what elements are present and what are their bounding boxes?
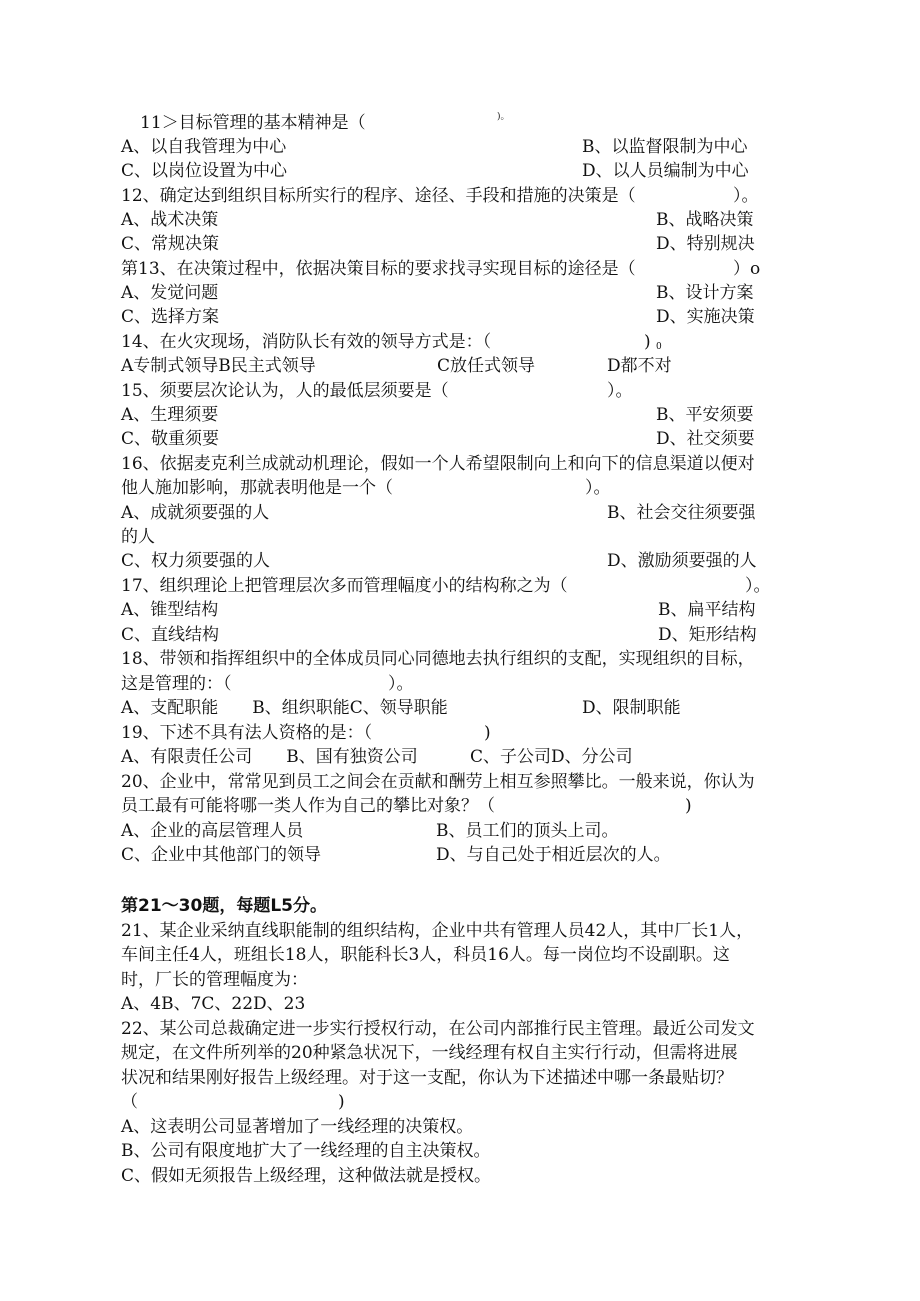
q13-option-d: D、实施决策	[656, 307, 755, 327]
q17-stem: 17、组织理论上把管理层次多而管理幅度小的结构称之为（	[121, 576, 568, 596]
q19-stem: 19、下述不具有法人资格的是：（	[121, 723, 373, 743]
q12-end: ）。	[733, 186, 759, 206]
q11-option-c: C、以岗位设置为中心	[121, 161, 288, 181]
q11-option-b: B、以监督限制为中心	[582, 137, 748, 157]
q13-option-c: C、选择方案	[121, 307, 220, 327]
q18-stem-line1: 18、带领和指挥组织中的全体成员同心同德地去执行组织的支配，实现组织的目标，	[121, 649, 755, 669]
q17-option-b: B、扁平结构	[658, 600, 756, 620]
q20-option-d: D、与自己处于相近层次的人。	[436, 845, 671, 865]
q14-option-ab: A专制式领导B民主式领导	[121, 356, 316, 376]
q20-end: )	[685, 796, 692, 816]
q15-option-d: D、社交须要	[656, 429, 755, 449]
q17-option-d: D、矩形结构	[658, 625, 757, 645]
q14-option-d: D都不对	[607, 356, 672, 376]
q20-option-b: B、员工们的顶头上司。	[436, 821, 619, 841]
q22-option-c: C、假如无须报告上级经理，这种做法就是授权。	[121, 1166, 492, 1186]
q19-end: )	[484, 723, 491, 743]
q19-options-ab: A、有限责任公司 B、国有独资公司	[121, 747, 418, 767]
q12-option-a: A、战术决策	[121, 210, 219, 230]
q22-stem-line3: 状况和结果刚好报告上级经理。对于这一支配，你认为下述描述中哪一条最贴切？	[121, 1068, 733, 1088]
q13-option-a: A、发觉问题	[121, 283, 219, 303]
q20-option-a: A、企业的高层管理人员	[121, 821, 304, 841]
q19-options-cd: C、子公司D、分公司	[470, 747, 633, 767]
q13-end: ）o	[733, 259, 761, 279]
q14-stem: 14、在火灾现场，消防队长有效的领导方式是：（	[121, 332, 492, 352]
q16-stem-line1: 16、依据麦克利兰成就动机理论，假如一个人希望限制向上和向下的信息渠道以便对	[121, 454, 755, 474]
q11-stem: 11＞目标管理的基本精神是（	[140, 113, 366, 133]
q11-option-d: D、以人员编制为中心	[582, 161, 749, 181]
q17-end: ）。	[745, 576, 771, 596]
q22-option-b: B、公司有限度地扩大了一线经理的自主决策权。	[121, 1141, 491, 1161]
q11-option-a: A、以自我管理为中心	[121, 137, 287, 157]
q11-end: )。	[497, 112, 510, 122]
q15-option-a: A、生理须要	[121, 405, 219, 425]
q12-option-b: B、战略决策	[656, 210, 754, 230]
q17-option-c: C、直线结构	[121, 625, 220, 645]
q22-stem-line1: 22、某公司总裁确定进一步实行授权行动，在公司内部推行民主管理。最近公司发文	[121, 1019, 755, 1039]
q16-stem-line2: 他人施加影响，那就表明他是一个（	[121, 478, 393, 498]
q20-stem-line1: 20、企业中，常常见到员工之间会在贡献和酬劳上相互参照攀比。一般来说，你认为	[121, 772, 755, 792]
q22-stem-line2: 规定，在文件所列举的20种紧急状况下，一线经理有权自主实行行动，但需将进展	[121, 1043, 738, 1063]
q14-end-mark: 0	[656, 342, 662, 352]
q12-option-d: D、特别规决	[656, 234, 755, 254]
q14-option-c: C放任式领导	[437, 356, 536, 376]
q21-options: A、4B、7C、22D、23	[121, 994, 306, 1014]
q22-paren-open: （	[121, 1092, 138, 1112]
q18-end: ）。	[388, 674, 414, 694]
q16-option-d: D、激励须要强的人	[607, 551, 757, 571]
section-heading: 第21～30题，每题L5分。	[121, 896, 327, 916]
q21-stem-line2: 车间主任4人，班组长18人，职能科长3人，科员16人。每一岗位均不设副职。这	[121, 945, 730, 965]
q13-option-b: B、设计方案	[656, 283, 754, 303]
q13-stem: 第13、在决策过程中，依据决策目标的要求找寻实现目标的途径是（	[121, 259, 636, 279]
q18-stem-line2: 这是管理的：（	[121, 674, 232, 694]
q14-end: )	[644, 332, 651, 352]
q15-option-c: C、敬重须要	[121, 429, 220, 449]
q12-stem: 12、确定达到组织目标所实行的程序、途径、手段和措施的决策是（	[121, 186, 636, 206]
q20-option-c: C、企业中其他部门的领导	[121, 845, 322, 865]
q15-option-b: B、平安须要	[656, 405, 754, 425]
q16-option-a: A、成就须要强的人	[121, 503, 270, 523]
q16-end: ）。	[585, 478, 611, 498]
q16-option-b: B、社会交往须要强	[607, 503, 756, 523]
q20-stem-line2: 员工最有可能将哪一类人作为自己的攀比对象？（	[121, 796, 495, 816]
q22-option-a: A、这表明公司显著增加了一线经理的决策权。	[121, 1117, 474, 1137]
q18-option-d: D、限制职能	[582, 698, 681, 718]
q21-stem-line1: 21、某企业采纳直线职能制的组织结构，企业中共有管理人员42人，其中厂长1人，	[121, 921, 754, 941]
q22-paren-close: )	[338, 1092, 345, 1112]
q15-end: ）。	[607, 381, 633, 401]
q15-stem: 15、须要层次论认为，人的最低层须要是（	[121, 381, 449, 401]
q17-option-a: A、锥型结构	[121, 600, 219, 620]
q21-stem-line3: 时，厂长的管理幅度为：	[121, 970, 308, 990]
q12-option-c: C、常规决策	[121, 234, 220, 254]
q18-options-abc: A、支配职能 B、组织职能C、领导职能	[121, 698, 448, 718]
q16-option-b-wrap: 的人	[121, 527, 155, 547]
q16-option-c: C、权力须要强的人	[121, 551, 271, 571]
